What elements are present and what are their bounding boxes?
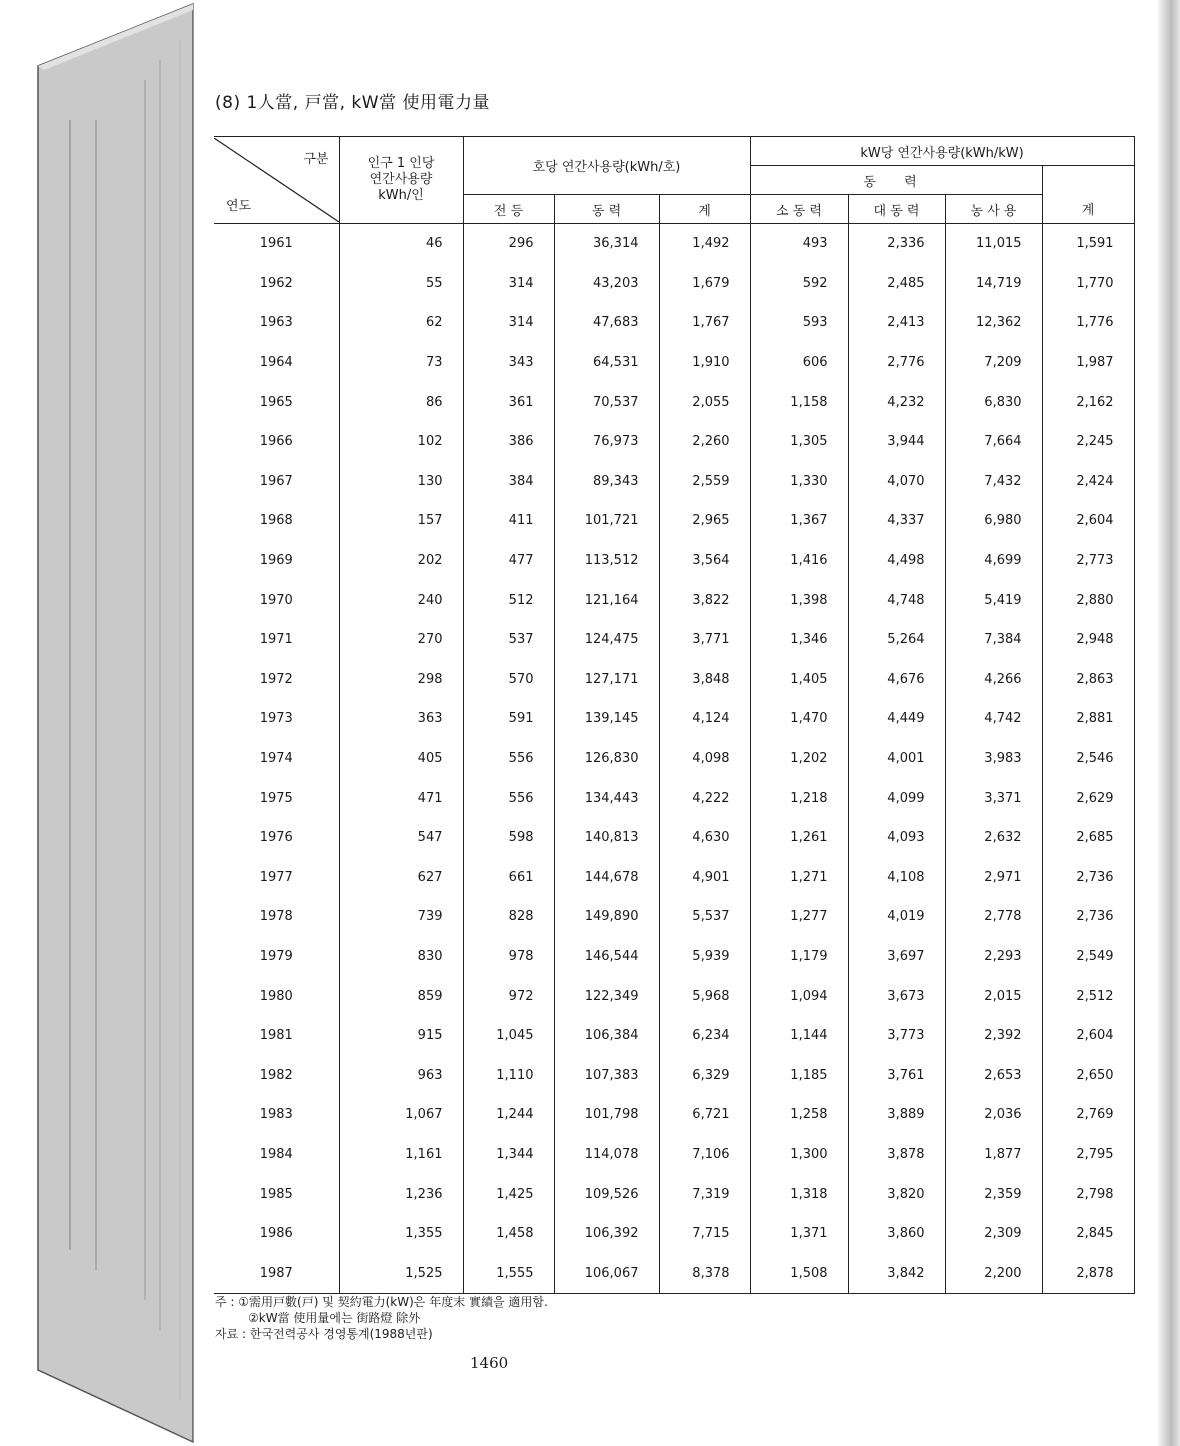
value-cell: 1,218	[750, 778, 848, 818]
header-kw-blank	[1042, 166, 1134, 195]
value-cell: 3,878	[848, 1135, 945, 1175]
table-row	[214, 1016, 1134, 1056]
table-row	[214, 422, 1134, 462]
value-cell: 296	[463, 224, 554, 264]
value-cell: 5,264	[848, 620, 945, 660]
value-cell: 7,319	[659, 1174, 750, 1214]
value-cell: 2,293	[945, 937, 1042, 977]
year-cell: 1971	[259, 632, 293, 648]
value-cell: 73	[339, 343, 463, 383]
value-cell: 1,244	[463, 1095, 554, 1135]
value-cell: 270	[339, 620, 463, 660]
value-cell: 4,676	[848, 660, 945, 700]
value-cell: 3,773	[848, 1016, 945, 1056]
value-cell: 2,015	[945, 976, 1042, 1016]
year-cell: 1973	[259, 711, 293, 727]
value-cell: 2,736	[1042, 897, 1134, 937]
value-cell: 4,742	[945, 699, 1042, 739]
value-cell: 1,591	[1042, 224, 1134, 264]
year-cell: 1968	[259, 513, 293, 529]
year-cell: 1983	[259, 1107, 293, 1123]
value-cell: 2,965	[659, 501, 750, 541]
value-cell: 43,203	[554, 264, 659, 304]
header-household-power: 동 력	[554, 195, 659, 224]
value-cell: 1,987	[1042, 343, 1134, 383]
value-cell: 2,650	[1042, 1055, 1134, 1095]
year-cell: 1984	[259, 1146, 293, 1162]
source-note: 자료 : 한국전력공사 경영통계(1988년판)	[215, 1327, 433, 1341]
value-cell: 2,778	[945, 897, 1042, 937]
value-cell: 314	[463, 264, 554, 304]
header-kw-total: 계	[1042, 195, 1134, 224]
value-cell: 146,544	[554, 937, 659, 977]
value-cell: 4,001	[848, 739, 945, 779]
value-cell: 1,470	[750, 699, 848, 739]
value-cell: 1,185	[750, 1055, 848, 1095]
value-cell: 2,036	[945, 1095, 1042, 1135]
value-cell: 1,910	[659, 343, 750, 383]
value-cell: 1,202	[750, 739, 848, 779]
value-cell: 2,604	[1042, 501, 1134, 541]
value-cell: 1,258	[750, 1095, 848, 1135]
value-cell: 411	[463, 501, 554, 541]
corner-header	[214, 137, 339, 224]
value-cell: 4,093	[848, 818, 945, 858]
value-cell: 2,055	[659, 382, 750, 422]
value-cell: 2,795	[1042, 1135, 1134, 1175]
page-right-edge	[1158, 0, 1180, 1446]
table-row	[214, 739, 1134, 779]
value-cell: 157	[339, 501, 463, 541]
value-cell: 2,880	[1042, 580, 1134, 620]
value-cell: 1,300	[750, 1135, 848, 1175]
year-cell: 1961	[259, 236, 293, 252]
value-cell: 1,261	[750, 818, 848, 858]
year-cell: 1981	[259, 1028, 293, 1044]
year-cell: 1965	[259, 394, 293, 410]
year-cell: 1970	[259, 592, 293, 608]
value-cell: 3,860	[848, 1214, 945, 1254]
value-cell: 114,078	[554, 1135, 659, 1175]
value-cell: 5,968	[659, 976, 750, 1016]
value-cell: 4,108	[848, 858, 945, 898]
table-row	[214, 224, 1134, 264]
table-row	[214, 858, 1134, 898]
year-cell: 1966	[259, 434, 293, 450]
value-cell: 5,537	[659, 897, 750, 937]
value-cell: 2,512	[1042, 976, 1134, 1016]
value-cell: 570	[463, 660, 554, 700]
value-cell: 606	[750, 343, 848, 383]
value-cell: 4,266	[945, 660, 1042, 700]
value-cell: 4,630	[659, 818, 750, 858]
table-row	[214, 1174, 1134, 1214]
table-row	[214, 541, 1134, 581]
value-cell: 2,549	[1042, 937, 1134, 977]
header-lighting: 전 등	[463, 195, 554, 224]
value-cell: 2,392	[945, 1016, 1042, 1056]
value-cell: 6,980	[945, 501, 1042, 541]
value-cell: 1,425	[463, 1174, 554, 1214]
value-cell: 471	[339, 778, 463, 818]
value-cell: 3,983	[945, 739, 1042, 779]
year-cell: 1980	[259, 988, 293, 1004]
value-cell: 139,145	[554, 699, 659, 739]
value-cell: 661	[463, 858, 554, 898]
value-cell: 4,449	[848, 699, 945, 739]
value-cell: 1,770	[1042, 264, 1134, 304]
value-cell: 8,378	[659, 1253, 750, 1293]
value-cell: 343	[463, 343, 554, 383]
value-cell: 3,889	[848, 1095, 945, 1135]
value-cell: 86	[339, 382, 463, 422]
year-cell: 1962	[259, 275, 293, 291]
value-cell: 2,632	[945, 818, 1042, 858]
table-row	[214, 382, 1134, 422]
value-cell: 4,124	[659, 699, 750, 739]
value-cell: 2,309	[945, 1214, 1042, 1254]
value-cell: 2,736	[1042, 858, 1134, 898]
value-cell: 5,939	[659, 937, 750, 977]
value-cell: 2,359	[945, 1174, 1042, 1214]
year-cell: 1985	[259, 1186, 293, 1202]
value-cell: 556	[463, 739, 554, 779]
value-cell: 55	[339, 264, 463, 304]
value-cell: 739	[339, 897, 463, 937]
value-cell: 124,475	[554, 620, 659, 660]
value-cell: 106,384	[554, 1016, 659, 1056]
value-cell: 593	[750, 303, 848, 343]
value-cell: 1,144	[750, 1016, 848, 1056]
value-cell: 4,337	[848, 501, 945, 541]
value-cell: 1,346	[750, 620, 848, 660]
value-cell: 1,555	[463, 1253, 554, 1293]
value-cell: 1,398	[750, 580, 848, 620]
table-row	[214, 580, 1134, 620]
value-cell: 828	[463, 897, 554, 937]
value-cell: 5,419	[945, 580, 1042, 620]
value-cell: 547	[339, 818, 463, 858]
value-cell: 7,715	[659, 1214, 750, 1254]
header-agricultural: 농 사 용	[945, 195, 1042, 224]
table-row	[214, 976, 1134, 1016]
value-cell: 537	[463, 620, 554, 660]
year-cell: 1979	[259, 948, 293, 964]
value-cell: 3,564	[659, 541, 750, 581]
value-cell: 1,067	[339, 1095, 463, 1135]
table-row	[214, 303, 1134, 343]
value-cell: 4,098	[659, 739, 750, 779]
corner-label-year: 연도	[226, 199, 252, 214]
value-cell: 122,349	[554, 976, 659, 1016]
value-cell: 3,820	[848, 1174, 945, 1214]
value-cell: 1,877	[945, 1135, 1042, 1175]
value-cell: 1,767	[659, 303, 750, 343]
value-cell: 2,769	[1042, 1095, 1134, 1135]
value-cell: 1,318	[750, 1174, 848, 1214]
value-cell: 2,413	[848, 303, 945, 343]
value-cell: 4,748	[848, 580, 945, 620]
value-cell: 6,234	[659, 1016, 750, 1056]
value-cell: 3,771	[659, 620, 750, 660]
value-cell: 4,901	[659, 858, 750, 898]
value-cell: 3,944	[848, 422, 945, 462]
value-cell: 2,604	[1042, 1016, 1134, 1056]
value-cell: 64,531	[554, 343, 659, 383]
value-cell: 1,179	[750, 937, 848, 977]
value-cell: 859	[339, 976, 463, 1016]
value-cell: 3,761	[848, 1055, 945, 1095]
value-cell: 6,329	[659, 1055, 750, 1095]
value-cell: 3,673	[848, 976, 945, 1016]
value-cell: 2,629	[1042, 778, 1134, 818]
year-cell: 1976	[259, 830, 293, 846]
value-cell: 76,973	[554, 422, 659, 462]
value-cell: 314	[463, 303, 554, 343]
table-row	[214, 1055, 1134, 1095]
electricity-usage-table	[214, 136, 1135, 1294]
value-cell: 2,948	[1042, 620, 1134, 660]
value-cell: 36,314	[554, 224, 659, 264]
value-cell: 4,099	[848, 778, 945, 818]
value-cell: 7,106	[659, 1135, 750, 1175]
header-power-group: 동 력	[750, 166, 1042, 195]
value-cell: 830	[339, 937, 463, 977]
value-cell: 2,685	[1042, 818, 1134, 858]
value-cell: 47,683	[554, 303, 659, 343]
year-cell: 1963	[259, 315, 293, 331]
value-cell: 1,492	[659, 224, 750, 264]
value-cell: 591	[463, 699, 554, 739]
value-cell: 4,232	[848, 382, 945, 422]
value-cell: 592	[750, 264, 848, 304]
value-cell: 1,458	[463, 1214, 554, 1254]
value-cell: 598	[463, 818, 554, 858]
value-cell: 2,424	[1042, 462, 1134, 502]
value-cell: 963	[339, 1055, 463, 1095]
value-cell: 2,200	[945, 1253, 1042, 1293]
table-row	[214, 1214, 1134, 1254]
value-cell: 7,209	[945, 343, 1042, 383]
value-cell: 109,526	[554, 1174, 659, 1214]
value-cell: 2,878	[1042, 1253, 1134, 1293]
value-cell: 972	[463, 976, 554, 1016]
year-cell: 1974	[259, 751, 293, 767]
value-cell: 384	[463, 462, 554, 502]
value-cell: 101,721	[554, 501, 659, 541]
table-row	[214, 264, 1134, 304]
value-cell: 2,162	[1042, 382, 1134, 422]
table-body	[214, 224, 1134, 1294]
value-cell: 14,719	[945, 264, 1042, 304]
value-cell: 121,164	[554, 580, 659, 620]
value-cell: 7,664	[945, 422, 1042, 462]
value-cell: 102	[339, 422, 463, 462]
value-cell: 1,110	[463, 1055, 554, 1095]
value-cell: 3,822	[659, 580, 750, 620]
table-row	[214, 897, 1134, 937]
value-cell: 1,094	[750, 976, 848, 1016]
header-household-total: 계	[659, 195, 750, 224]
value-cell: 3,697	[848, 937, 945, 977]
header-large-power: 대 동 력	[848, 195, 945, 224]
value-cell: 3,371	[945, 778, 1042, 818]
value-cell: 978	[463, 937, 554, 977]
value-cell: 2,881	[1042, 699, 1134, 739]
value-cell: 556	[463, 778, 554, 818]
value-cell: 2,863	[1042, 660, 1134, 700]
value-cell: 2,776	[848, 343, 945, 383]
value-cell: 12,362	[945, 303, 1042, 343]
value-cell: 126,830	[554, 739, 659, 779]
table-row	[214, 462, 1134, 502]
value-cell: 1,344	[463, 1135, 554, 1175]
value-cell: 1,045	[463, 1016, 554, 1056]
value-cell: 202	[339, 541, 463, 581]
header-small-power: 소 동 력	[750, 195, 848, 224]
value-cell: 1,416	[750, 541, 848, 581]
value-cell: 106,392	[554, 1214, 659, 1254]
value-cell: 627	[339, 858, 463, 898]
value-cell: 149,890	[554, 897, 659, 937]
value-cell: 144,678	[554, 858, 659, 898]
page-title: (8) 1人當, 戸當, kW當 使用電力量	[215, 93, 490, 113]
value-cell: 4,070	[848, 462, 945, 502]
page-number: 1460	[470, 1354, 509, 1372]
value-cell: 4,222	[659, 778, 750, 818]
header-per-capita: 인구 1 인당 연간사용량 kWh/인	[339, 137, 463, 224]
footnotes	[215, 1294, 548, 1342]
value-cell: 62	[339, 303, 463, 343]
value-cell: 2,546	[1042, 739, 1134, 779]
value-cell: 298	[339, 660, 463, 700]
value-cell: 1,367	[750, 501, 848, 541]
value-cell: 113,512	[554, 541, 659, 581]
value-cell: 915	[339, 1016, 463, 1056]
table-row	[214, 501, 1134, 541]
table-row	[214, 818, 1134, 858]
year-cell: 1977	[259, 869, 293, 885]
value-cell: 2,485	[848, 264, 945, 304]
value-cell: 4,019	[848, 897, 945, 937]
value-cell: 1,161	[339, 1135, 463, 1175]
value-cell: 6,721	[659, 1095, 750, 1135]
value-cell: 1,236	[339, 1174, 463, 1214]
corner-label-category: 구분	[303, 152, 329, 167]
value-cell: 361	[463, 382, 554, 422]
value-cell: 1,158	[750, 382, 848, 422]
value-cell: 1,405	[750, 660, 848, 700]
value-cell: 2,773	[1042, 541, 1134, 581]
value-cell: 107,383	[554, 1055, 659, 1095]
value-cell: 4,699	[945, 541, 1042, 581]
header-kw-group: kW당 연간사용량(kWh/kW)	[750, 137, 1134, 166]
footnote-2: ②kW當 使用量에는 街路燈 除外	[248, 1311, 421, 1325]
value-cell: 2,798	[1042, 1174, 1134, 1214]
value-cell: 130	[339, 462, 463, 502]
table-row	[214, 343, 1134, 383]
value-cell: 106,067	[554, 1253, 659, 1293]
value-cell: 2,260	[659, 422, 750, 462]
value-cell: 6,830	[945, 382, 1042, 422]
value-cell: 2,845	[1042, 1214, 1134, 1254]
value-cell: 477	[463, 541, 554, 581]
year-cell: 1964	[259, 355, 293, 371]
value-cell: 493	[750, 224, 848, 264]
value-cell: 46	[339, 224, 463, 264]
value-cell: 11,015	[945, 224, 1042, 264]
value-cell: 363	[339, 699, 463, 739]
table-row	[214, 1135, 1134, 1175]
table-row	[214, 660, 1134, 700]
value-cell: 405	[339, 739, 463, 779]
year-cell: 1972	[259, 671, 293, 687]
value-cell: 1,525	[339, 1253, 463, 1293]
value-cell: 1,776	[1042, 303, 1134, 343]
year-cell: 1982	[259, 1067, 293, 1083]
value-cell: 3,842	[848, 1253, 945, 1293]
value-cell: 1,371	[750, 1214, 848, 1254]
value-cell: 1,305	[750, 422, 848, 462]
year-cell: 1967	[259, 473, 293, 489]
value-cell: 134,443	[554, 778, 659, 818]
value-cell: 2,971	[945, 858, 1042, 898]
table-row	[214, 1253, 1134, 1293]
value-cell: 2,653	[945, 1055, 1042, 1095]
value-cell: 127,171	[554, 660, 659, 700]
value-cell: 70,537	[554, 382, 659, 422]
value-cell: 2,559	[659, 462, 750, 502]
value-cell: 386	[463, 422, 554, 462]
value-cell: 1,271	[750, 858, 848, 898]
value-cell: 140,813	[554, 818, 659, 858]
year-cell: 1987	[259, 1265, 293, 1281]
value-cell: 2,245	[1042, 422, 1134, 462]
footnote-1: 주 : ①需用戸數(戸) 및 契約電力(kW)은 年度末 實績을 適用함.	[215, 1295, 548, 1309]
value-cell: 1,277	[750, 897, 848, 937]
table-row	[214, 937, 1134, 977]
value-cell: 1,355	[339, 1214, 463, 1254]
value-cell: 1,330	[750, 462, 848, 502]
table-row	[214, 778, 1134, 818]
value-cell: 512	[463, 580, 554, 620]
value-cell: 89,343	[554, 462, 659, 502]
year-cell: 1986	[259, 1226, 293, 1242]
value-cell: 1,679	[659, 264, 750, 304]
year-cell: 1975	[259, 790, 293, 806]
table-row	[214, 1095, 1134, 1135]
header-household-group: 호당 연간사용량(kWh/호)	[463, 137, 750, 195]
value-cell: 101,798	[554, 1095, 659, 1135]
value-cell: 1,508	[750, 1253, 848, 1293]
value-cell: 2,336	[848, 224, 945, 264]
table-row	[214, 620, 1134, 660]
value-cell: 7,384	[945, 620, 1042, 660]
value-cell: 7,432	[945, 462, 1042, 502]
value-cell: 4,498	[848, 541, 945, 581]
value-cell: 240	[339, 580, 463, 620]
table-row	[214, 699, 1134, 739]
year-cell: 1969	[259, 553, 293, 569]
year-cell: 1978	[259, 909, 293, 925]
value-cell: 3,848	[659, 660, 750, 700]
